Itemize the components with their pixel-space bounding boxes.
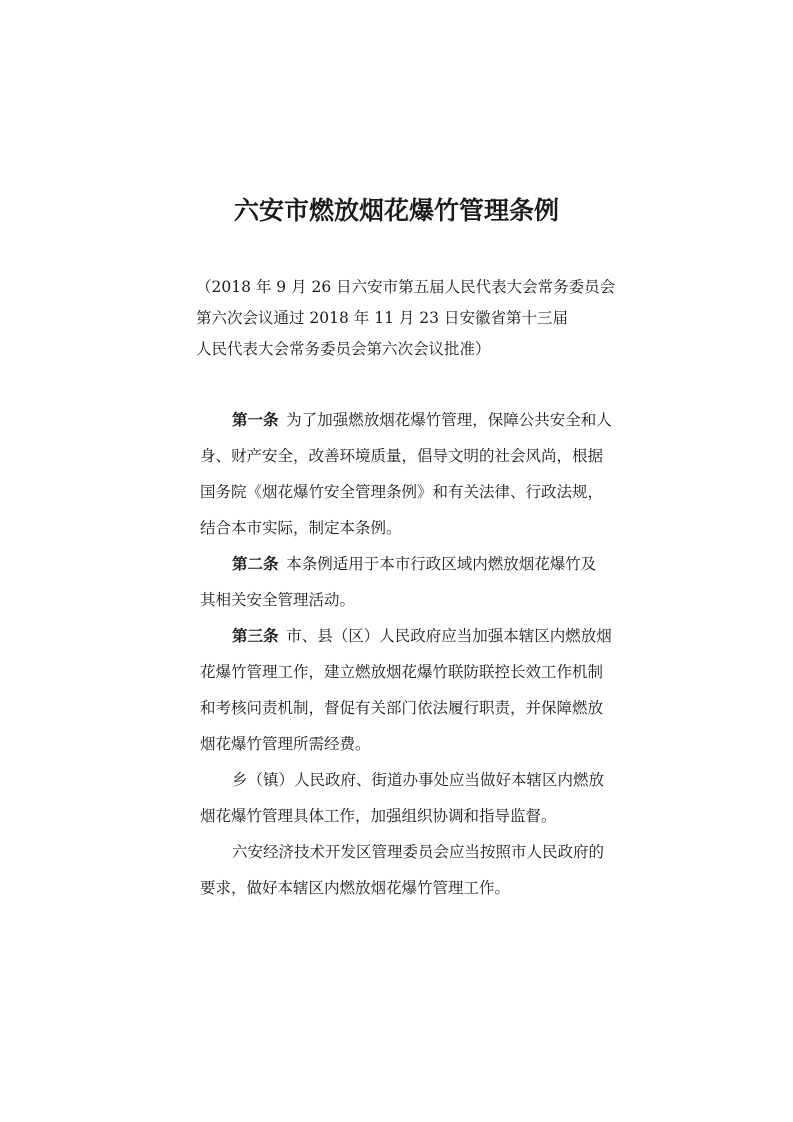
article-number: 第三条 bbox=[232, 626, 279, 645]
document-title: 六安市燃放烟花爆竹管理条例 bbox=[233, 196, 559, 225]
paragraph-line bbox=[200, 618, 612, 654]
paragraph-line: 六安经济技术开发区管理委员会应当按照市人民政府的 bbox=[232, 843, 605, 861]
paragraph-line bbox=[200, 402, 612, 438]
adoption-note-line: 第六次会议通过 2018 年 11 月 23 日安徽省第十三届 bbox=[196, 309, 568, 327]
paragraph-line: 烟花爆竹管理具体工作，加强组织协调和指导监督。 bbox=[200, 807, 557, 825]
paragraph-line: 国务院《烟花爆竹安全管理条例》和有关法律、行政法规， bbox=[200, 483, 604, 501]
paragraph-line: 花爆竹管理工作，建立燃放烟花爆竹联防联控长效工作机制 bbox=[200, 663, 604, 681]
adoption-note bbox=[196, 272, 616, 365]
paragraph-line: 结合本市实际，制定本条例。 bbox=[200, 519, 402, 537]
article-2 bbox=[200, 546, 597, 618]
paragraph-line: 其相关安全管理活动。 bbox=[200, 591, 356, 609]
paragraph-line: 乡（镇）人民政府、街道办事处应当做好本辖区内燃放 bbox=[232, 771, 605, 789]
article-3-paragraph-3 bbox=[200, 834, 605, 906]
paragraph-line: 身、财产安全，改善环境质量，倡导文明的社会风尚，根据 bbox=[200, 447, 604, 465]
article-3 bbox=[200, 618, 612, 762]
article-number: 第一条 bbox=[232, 410, 279, 429]
paragraph-text: 本条例适用于本市行政区域内燃放烟花爆竹及 bbox=[286, 555, 597, 573]
paragraph-line: 要求，做好本辖区内燃放烟花爆竹管理工作。 bbox=[200, 879, 511, 897]
paragraph-line: 和考核问责机制，督促有关部门依法履行职责，并保障燃放 bbox=[200, 699, 604, 717]
paragraph-text: 为了加强燃放烟花爆竹管理，保障公共安全和人 bbox=[286, 411, 612, 429]
document-body bbox=[200, 402, 612, 906]
paragraph-line bbox=[200, 546, 597, 582]
paragraph-line: 烟花爆竹管理所需经费。 bbox=[200, 735, 371, 753]
article-1 bbox=[200, 402, 612, 546]
paragraph-text: 市、县（区）人民政府应当加强本辖区内燃放烟 bbox=[286, 627, 612, 645]
adoption-note-line: （2018 年 9 月 26 日六安市第五届人民代表大会常务委员会 bbox=[196, 278, 616, 296]
adoption-note-line: 人民代表大会常务委员会第六次会议批准） bbox=[196, 340, 491, 358]
article-number: 第二条 bbox=[232, 554, 279, 573]
article-3-paragraph-2 bbox=[200, 762, 605, 834]
